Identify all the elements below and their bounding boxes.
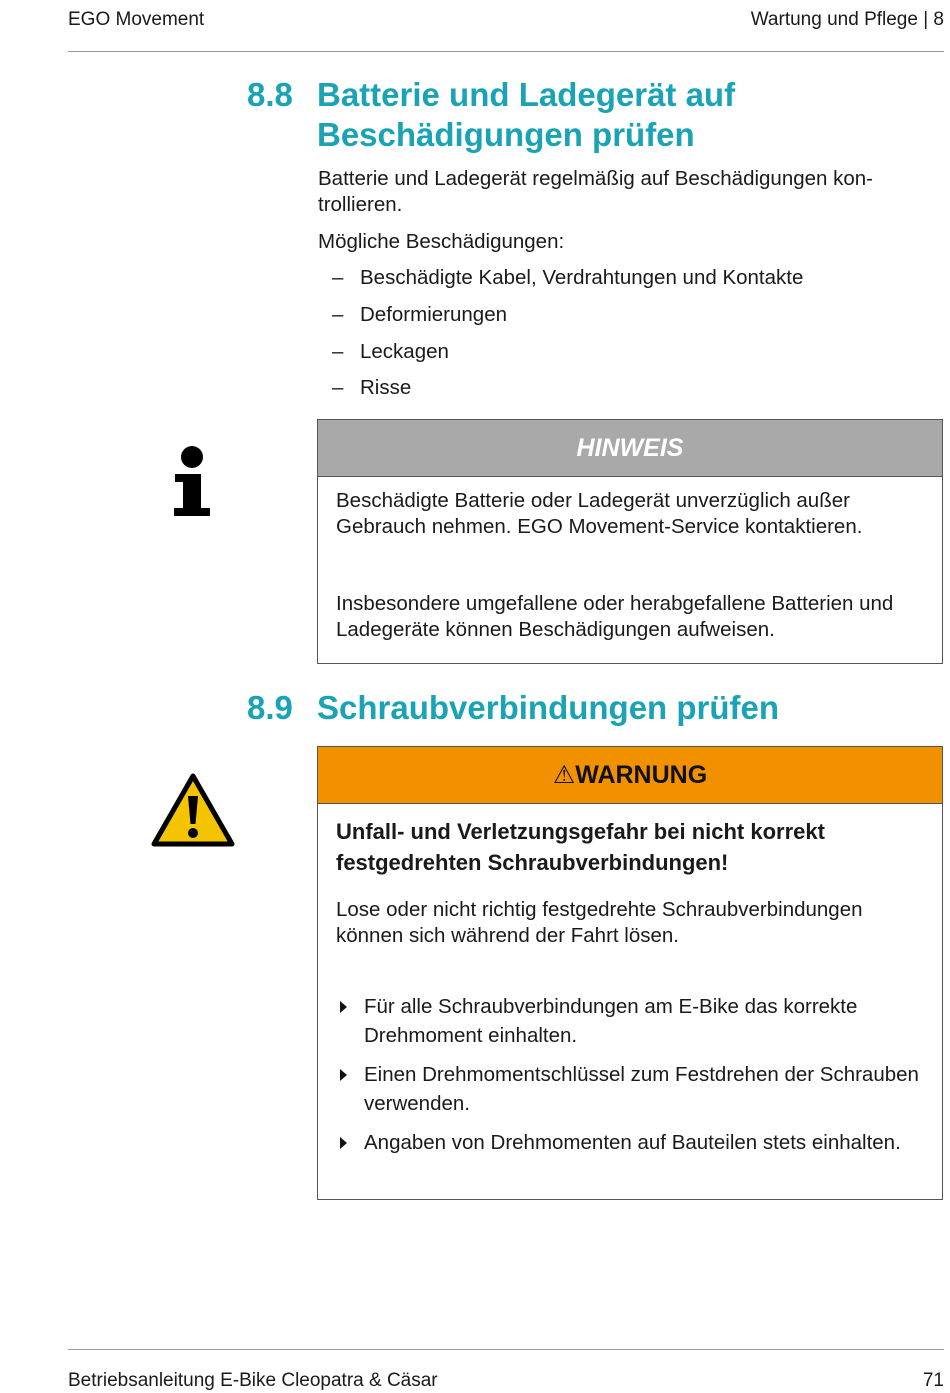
- header-right: Wartung und Pflege | 8: [750, 9, 944, 30]
- hinweis-text-1: Beschädigte Batterie oder Ladegerät unverzüglich außer Gebrauch nehmen. EGO Movement-Service kontaktieren.: [336, 489, 863, 538]
- hinweis-heading: HINWEIS: [318, 420, 942, 477]
- section-88-list-label: Mögliche Beschädigungen:: [318, 230, 565, 253]
- section-89-number: 8.9: [247, 689, 293, 726]
- warnung-box: ⚠WARNUNG Unfall- und Verletzungsgefahr bei nicht korrekt festgedrehten Schraubverbindungen! Lose oder nicht richtig festgedrehte Schraubverbindungen können sich während der Fahrt lösen. Für alle Schraubverbindungen am E-Bike das korrekte Drehmoment einhalten. Einen Drehmomentschlüssel zum Festdrehen der Schrauben verwenden. Angaben von Drehmomenten auf Bauteilen stets einhalten.: [317, 746, 943, 1200]
- triangle-bullet-icon: [340, 1001, 347, 1013]
- triangle-bullet-icon: [340, 1137, 347, 1149]
- warnung-text: Lose oder nicht richtig festgedrehte Schraubverbindungen können sich während der Fahrt lösen.: [336, 898, 863, 947]
- section-88-intro: Batterie und Ladegerät regelmäßig auf Beschädigungen kon-trollieren.: [318, 167, 874, 216]
- footer-rule: [68, 1349, 944, 1350]
- triangle-bullet-icon: [340, 1069, 347, 1081]
- section-88-title: Batterie und Ladegerät auf Beschädigungen prüfen: [317, 76, 736, 153]
- header-rule: [68, 51, 944, 52]
- warnung-heading: ⚠WARNUNG: [318, 747, 942, 804]
- hinweis-box: [317, 419, 943, 664]
- warnung-bold-text: Unfall- und Verletzungsgefahr bei nicht korrekt festgedrehten Schraubverbindungen!: [336, 819, 825, 875]
- info-icon: [170, 444, 214, 520]
- footer-left: Betriebsanleitung E-Bike Cleopatra & Cäsar: [68, 1370, 438, 1391]
- page-number: 71: [922, 1370, 944, 1391]
- header-left: EGO Movement: [68, 9, 205, 30]
- section-89-title: Schraubverbindungen prüfen: [317, 689, 780, 726]
- hinweis-text-2: Insbesondere umgefallene oder herabgefallene Batterien und Ladegeräte können Beschädigungen aufweisen.: [336, 592, 894, 641]
- warning-icon: [150, 772, 236, 848]
- section-88-number: 8.8: [247, 76, 293, 113]
